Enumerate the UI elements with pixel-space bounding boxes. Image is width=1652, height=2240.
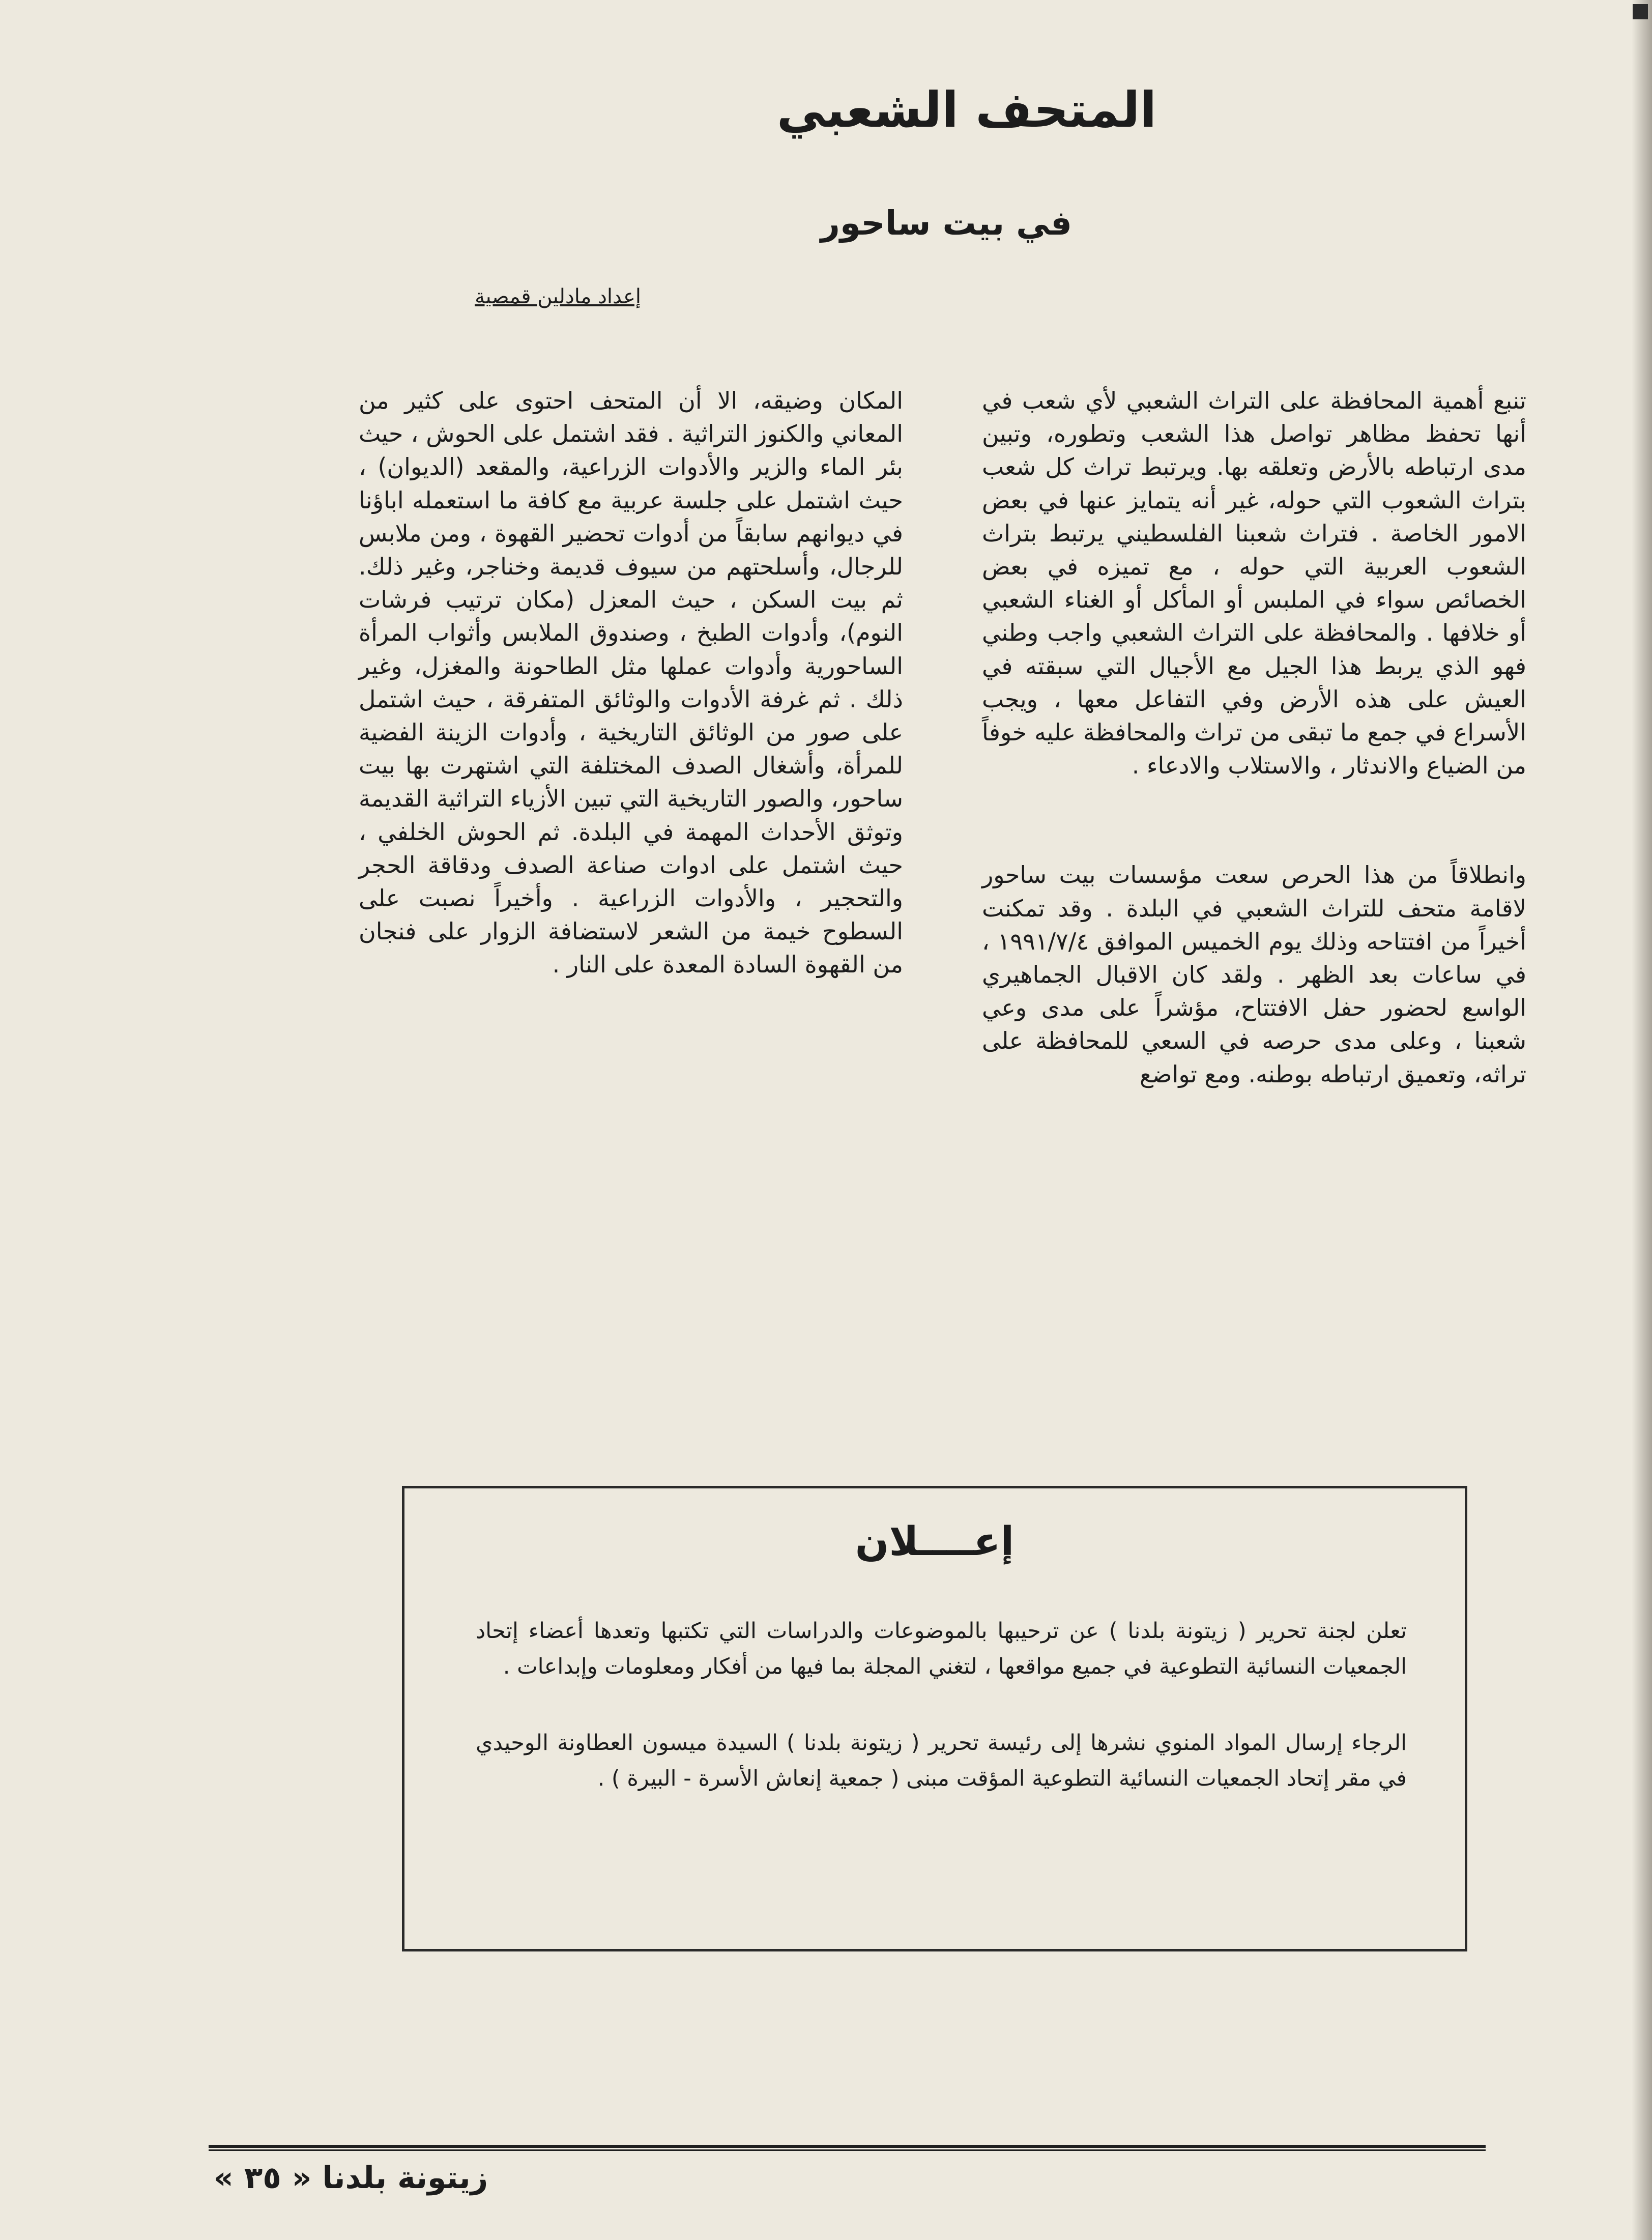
article-byline: إعداد مادلين قمصية (475, 285, 641, 308)
announcement-body (476, 1613, 1407, 1796)
article-column-left (359, 384, 903, 982)
announcement-paragraph: الرجاء إرسال المواد المنوي نشرها إلى رئيسة تحرير ( زيتونة بلدنا ) السيدة ميسون العطاونة الوحيدي في مقر إتحاد الجمعيات النسائية التطوعية المؤقت مبنى ( جمعية إنعاش الأسرة - البيرة ) . (476, 1730, 1407, 1791)
article-subtitle: في بيت ساحور (820, 204, 1073, 243)
paragraph: وانطلاقاً من هذا الحرص سعت مؤسسات بيت ساحور لاقامة متحف للتراث الشعبي في البلدة . وقد تمكنت أخيراً من افتتاحه وذلك يوم الخميس الموافق ١٩٩١/٧/٤ ، في ساعات بعد الظهر . ولقد كان الاقبال الجماهيري الواسع لحضور حفل الافتتاح، مؤشراً على مدى وعي شعبنا ، وعلى مدى حرصه في السعي للمحافظة على تراثه، وتعميق ارتباطه بوطنه. ومع تواضع (982, 861, 1527, 1088)
binding-edge (1632, 0, 1652, 2240)
paragraph: المكان وضيقه، الا أن المتحف احتوى على كثير من المعاني والكنوز التراثية . فقد اشتمل على الحوش ، حيث بئر الماء والزير والأدوات الزراعية، والمقعد (الديوان) ، حيث اشتمل على جلسة عربية مع كافة ما استعمله اباؤنا في ديوانهم سابقاً من أدوات تحضير القهوة ، ومن ملابس للرجال، وأسلحتهم من سيوف قديمة وخناجر، وغير ذلك. ثم بيت السكن ، حيث المعزل (مكان ترتيب فرشات النوم)، وأدوات الطبخ ، وصندوق الملابس وأثواب المرأة الساحورية وأدوات عملها مثل الطاحونة والمغزل، وغير ذلك . ثم غرفة الأدوات والوثائق المتفرقة ، حيث اشتمل على صور من الوثائق التاريخية ، وأدوات الزينة الفضية للمرأة، وأشغال الصدف المختلفة التي اشتهرت بها بيت ساحور، والصور التاريخية التي تبين الأزياء التراثية القديمة وتوثق الأحداث المهمة في البلدة. ثم الحوش الخلفي ، حيث اشتمل على ادوات صناعة الصدف ودقاقة الحجر والتحجير ، والأدوات الزراعية . وأخيراً نصبت على السطوح خيمة من الشعر لاستضافة الزوار على فنجان من القهوة السادة المعدة على النار . (359, 387, 903, 979)
corner-mark (1633, 4, 1648, 19)
footer-magazine-page-number: زيتونة بلدنا « ٣٥ » (214, 2160, 488, 2196)
article-title: المتحف الشعبي (776, 81, 1157, 138)
article-column-right (982, 384, 1526, 1091)
announcement-box (402, 1486, 1467, 1951)
footer-rule (209, 2145, 1486, 2151)
paragraph: تنبع أهمية المحافظة على التراث الشعبي لأي شعب في أنها تحفظ مظاهر تواصل هذا الشعب وتطوره، وتبين مدى ارتباطه بالأرض وتعلقه بها. ويرتبط تراث كل شعب بتراث الشعوب التي حوله، غير أنه يتمايز عنها في بعض الامور الخاصة . فتراث شعبنا الفلسطيني يرتبط بتراث الشعوب العربية التي حوله ، مع تميزه في بعض الخصائص سواء في الملبس أو المأكل أو الغناء الشعبي أو خلافها . والمحافظة على التراث الشعبي واجب وطني فهو الذي يربط هذا الجيل مع الأجيال التي سبقته في العيش على هذه الأرض وفي التفاعل معها ، ويجب الأسراع في جمع ما تبقى من تراث والمحافظة عليه خوفاً من الضياع والاندثار ، والاستلاب والادعاء . (982, 387, 1526, 780)
announcement-title: إعــــلان (855, 1519, 1015, 1565)
announcement-paragraph: تعلن لجنة تحرير ( زيتونة بلدنا ) عن ترحيبها بالموضوعات والدراسات التي تكتبها وتعدها أعضاء إتحاد الجمعيات النسائية التطوعية في جميع مواقعها ، لتغني المجلة بما فيها من أفكار ومعلومات وإبداعات . (476, 1618, 1407, 1679)
